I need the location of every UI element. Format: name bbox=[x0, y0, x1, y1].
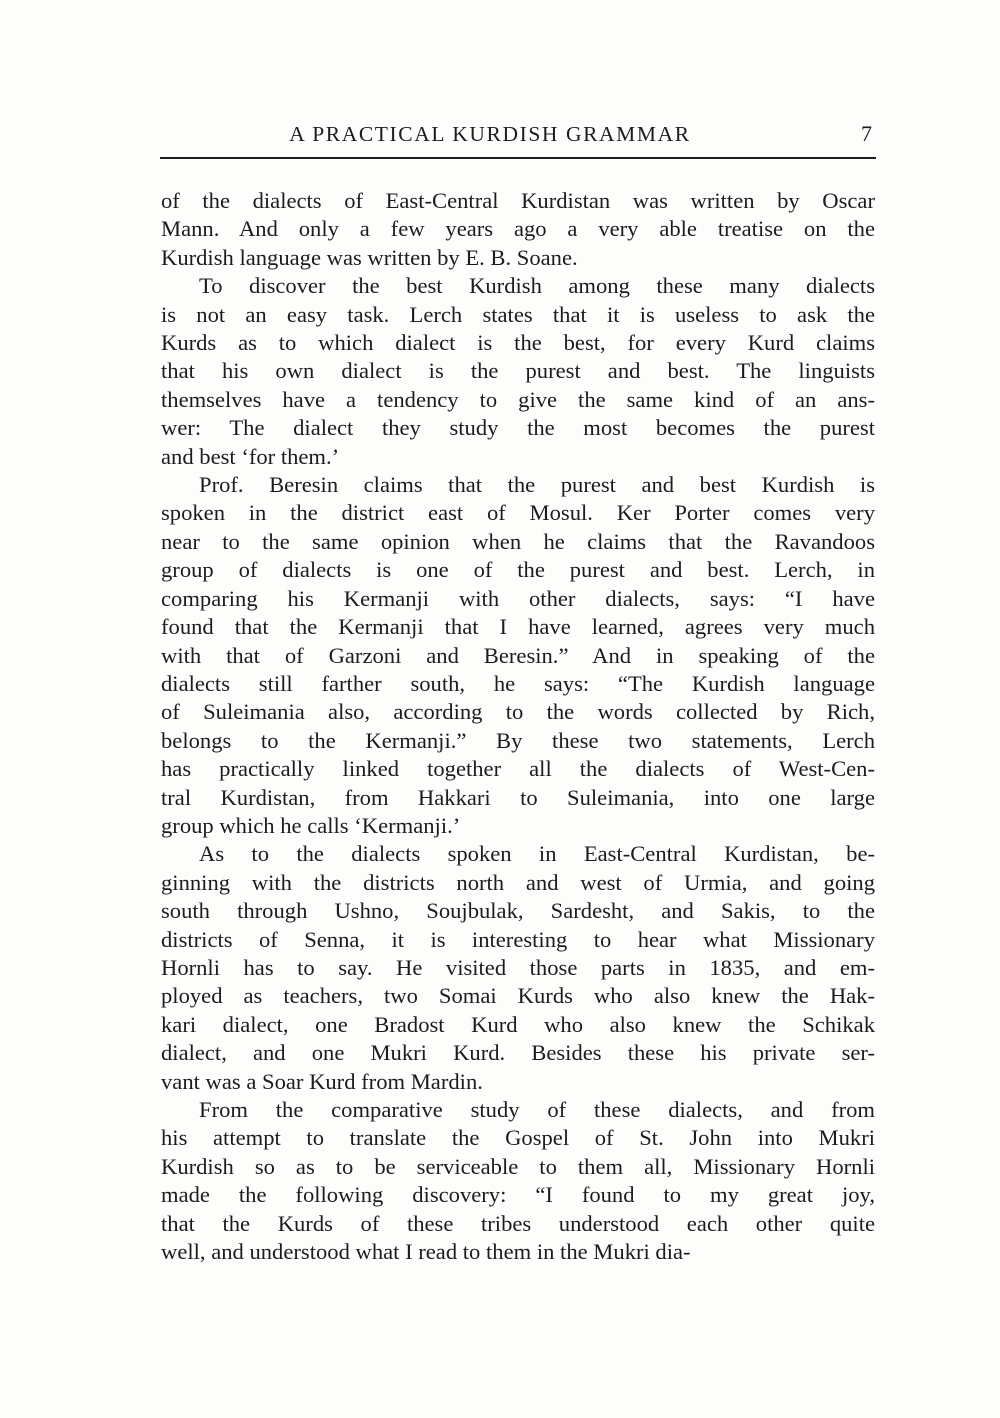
text-line: Mann. And only a few years ago a very able treatise on the bbox=[161, 216, 875, 242]
paragraph bbox=[161, 471, 875, 840]
paragraph bbox=[161, 1096, 875, 1266]
text-line: belongs to the Kermanji.” By these two statements, Lerch bbox=[161, 727, 875, 753]
text-line: near to the same opinion when he claims that the Ravandoos bbox=[161, 528, 875, 554]
text-line: group of dialects is one of the purest and best. Lerch, in bbox=[161, 557, 875, 583]
text-line: Hornli has to say. He visited those parts in 1835, and em- bbox=[161, 954, 875, 980]
header-rule bbox=[160, 157, 876, 159]
text-line: tral Kurdistan, from Hakkari to Suleimania, into one large bbox=[161, 784, 875, 810]
paragraph bbox=[161, 840, 875, 1096]
page-number: 7 bbox=[861, 121, 872, 146]
text-line: wer: The dialect they study the most becomes the purest bbox=[161, 415, 875, 441]
text-line: found that the Kermanji that I have learned, agrees very much bbox=[161, 614, 875, 640]
text-line: spoken in the district east of Mosul. Ker Porter comes very bbox=[161, 500, 875, 526]
text-line: of the dialects of East-Central Kurdistan was written by Oscar bbox=[161, 188, 875, 213]
text-line: Kurdish so as to be serviceable to them all, Missionary Hornli bbox=[161, 1153, 875, 1179]
text-line: dialect, and one Mukri Kurd. Besides these his private ser- bbox=[161, 1040, 875, 1066]
paragraph bbox=[161, 187, 875, 272]
text-line: kari dialect, one Bradost Kurd who also knew the Schikak bbox=[161, 1011, 875, 1037]
text-line: and best ‘for them.’ bbox=[161, 443, 340, 469]
text-line: districts of Senna, it is interesting to hear what Missionary bbox=[161, 926, 875, 952]
text-line: that the Kurds of these tribes understood each other quite bbox=[161, 1210, 875, 1236]
text-line: As to the dialects spoken in East-Central Kurdistan, be- bbox=[199, 841, 875, 867]
text-line: of Suleimania also, according to the words collected by Rich, bbox=[161, 699, 875, 725]
text-line: group which he calls ‘Kermanji.’ bbox=[161, 812, 461, 838]
paragraph bbox=[161, 272, 875, 471]
text-line: ployed as teachers, two Somai Kurds who also knew the Hak- bbox=[161, 983, 875, 1009]
text-line: themselves have a tendency to give the same kind of an ans- bbox=[161, 386, 875, 412]
text-line: his attempt to translate the Gospel of St. John into Mukri bbox=[161, 1125, 875, 1151]
text-line: ginning with the districts north and west of Urmia, and going bbox=[161, 869, 875, 895]
text-line: vant was a Soar Kurd from Mardin. bbox=[161, 1068, 483, 1094]
running-head bbox=[160, 118, 876, 152]
text-line: Prof. Beresin claims that the purest and best Kurdish is bbox=[199, 472, 875, 498]
text-line: that his own dialect is the purest and best. The linguists bbox=[161, 358, 875, 384]
text-line: Kurds as to which dialect is the best, for every Kurd claims bbox=[161, 330, 875, 356]
text-line: comparing his Kermanji with other dialects, says: “I have bbox=[161, 585, 875, 611]
text-line: is not an easy task. Lerch states that it is useless to ask the bbox=[161, 301, 875, 327]
text-line: dialects still farther south, he says: “The Kurdish language bbox=[161, 670, 875, 696]
body-text bbox=[161, 187, 875, 1266]
text-line: To discover the best Kurdish among these many dialects bbox=[199, 273, 875, 299]
text-line: From the comparative study of these dialects, and from bbox=[199, 1097, 875, 1122]
text-line: well, and understood what I read to them in the Mukri dia- bbox=[161, 1239, 691, 1265]
text-line: Kurdish language was written by E. B. Soane. bbox=[161, 244, 578, 270]
running-title: A PRACTICAL KURDISH GRAMMAR bbox=[289, 122, 691, 146]
text-line: has practically linked together all the dialects of West-Cen- bbox=[161, 756, 875, 782]
text-line: south through Ushno, Soujbulak, Sardesht, and Sakis, to the bbox=[161, 898, 875, 924]
text-line: with that of Garzoni and Beresin.” And in speaking of the bbox=[161, 642, 875, 668]
text-line: made the following discovery: “I found to my great joy, bbox=[161, 1182, 875, 1208]
